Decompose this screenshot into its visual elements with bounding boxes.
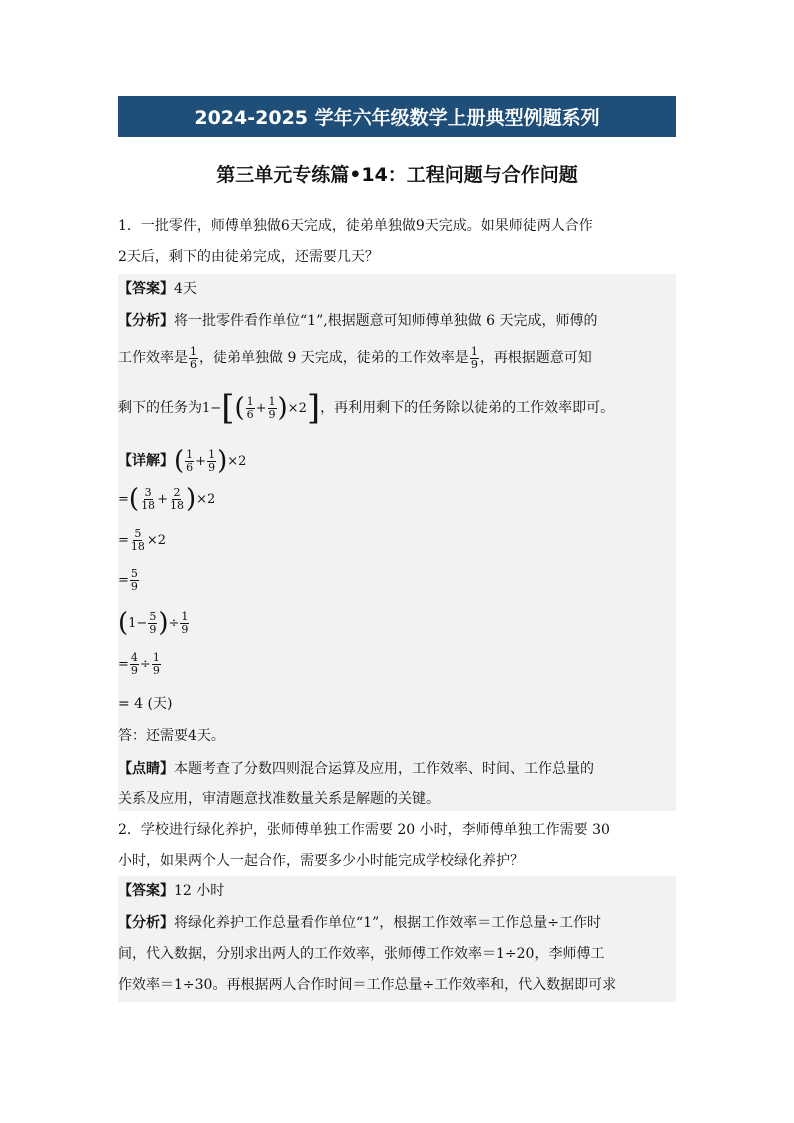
numerator: 1 bbox=[181, 609, 189, 623]
denominator: 9 bbox=[152, 663, 160, 677]
math-plus: + bbox=[195, 454, 207, 469]
q1-detail-step5 bbox=[118, 608, 190, 639]
q1-answer bbox=[118, 279, 197, 299]
math-equals: = bbox=[118, 533, 129, 548]
analysis-text: 工作效率是 bbox=[118, 350, 188, 366]
close-paren: ) bbox=[158, 608, 169, 638]
numerator: 1 bbox=[268, 394, 276, 408]
banner-title: 2024-2025 学年六年级数学上册典型例题系列 bbox=[194, 107, 600, 129]
q1-analysis-line1 bbox=[118, 311, 597, 331]
answer-tag: 【答案】 bbox=[118, 883, 174, 899]
fraction-one-sixth bbox=[185, 449, 194, 474]
fraction-one-ninth bbox=[470, 346, 479, 371]
q2-analysis-line1 bbox=[118, 913, 601, 933]
numerator: 1 bbox=[186, 447, 194, 461]
analysis-text: 将一批零件看作单位“1”,根据题意可知师傅单独做 6 天完成，师傅的 bbox=[174, 313, 598, 329]
math-plus: + bbox=[157, 492, 168, 507]
q2-answer bbox=[118, 881, 224, 901]
fraction-one-ninth bbox=[152, 652, 161, 677]
numerator: 3 bbox=[144, 485, 152, 499]
series-banner bbox=[118, 96, 676, 137]
q1-detail-step6 bbox=[118, 650, 162, 679]
q1-detail-step3 bbox=[118, 526, 166, 555]
numerator: 4 bbox=[130, 650, 138, 664]
fraction-five-ninths bbox=[148, 611, 157, 636]
numerator: 5 bbox=[149, 609, 157, 623]
q1-text-line2: 2天后，剩下的由徒弟完成，还需要几天？ bbox=[118, 249, 379, 265]
open-paren: ( bbox=[118, 608, 129, 638]
q1-detail-step7: = 4 (天) bbox=[118, 696, 173, 712]
denominator: 9 bbox=[130, 579, 138, 593]
math-minus: − bbox=[136, 616, 148, 631]
fraction-one-sixth bbox=[189, 346, 198, 371]
numerator: 1 bbox=[208, 447, 216, 461]
analysis-tag: 【分析】 bbox=[118, 313, 174, 329]
fraction-one-ninth bbox=[180, 611, 189, 636]
q1-detail-step2 bbox=[118, 484, 215, 515]
q1-analysis-line2 bbox=[118, 344, 592, 372]
math-times-two: ×2 bbox=[287, 401, 307, 416]
math-one: 1 bbox=[128, 616, 137, 631]
close-bracket: ] bbox=[306, 388, 321, 428]
math-equals: = bbox=[118, 573, 129, 588]
open-paren: ( bbox=[234, 393, 245, 423]
numerator: 2 bbox=[173, 485, 181, 499]
q1-detail-step4 bbox=[118, 566, 140, 595]
q1-text-line1: 1．一批零件，师傅单独做6天完成，徒弟单独做9天完成。如果师徒两人合作 bbox=[118, 218, 593, 234]
analysis-text: ，再根据题意可知 bbox=[479, 350, 592, 366]
answer-value: 4天 bbox=[174, 281, 197, 297]
denominator: 6 bbox=[246, 407, 254, 421]
numerator: 1 bbox=[152, 650, 160, 664]
unit-subtitle: 第三单元专练篇•14：工程问题与合作问题 bbox=[216, 164, 578, 186]
math-times-two: ×2 bbox=[196, 492, 216, 507]
numerator: 1 bbox=[246, 394, 254, 408]
q1-analysis-line3 bbox=[118, 390, 614, 427]
close-paren: ) bbox=[217, 446, 228, 476]
denominator: 6 bbox=[186, 460, 194, 474]
q1-reply: 答：还需要4天。 bbox=[118, 728, 225, 744]
fraction-five-ninths bbox=[130, 568, 139, 593]
math-times-two: ×2 bbox=[146, 533, 167, 548]
q2-analysis-line3: 作效率＝1÷30。再根据两人合作时间＝工作总量÷工作效率和，代入数据即可求 bbox=[118, 977, 617, 993]
math-divide: ÷ bbox=[139, 657, 151, 672]
numerator: 1 bbox=[470, 344, 478, 358]
math-times-two: ×2 bbox=[227, 454, 247, 469]
fraction-four-ninths bbox=[130, 652, 139, 677]
numerator: 5 bbox=[130, 566, 138, 580]
denominator: 18 bbox=[169, 498, 184, 512]
math-one: 1 bbox=[202, 401, 211, 416]
math-minus: − bbox=[210, 401, 222, 416]
analysis-text: ，徒弟单独做 9 天完成，徒弟的工作效率是 bbox=[199, 350, 469, 366]
denominator: 18 bbox=[141, 498, 156, 512]
q1-detail-step1 bbox=[118, 446, 246, 477]
open-paren: ( bbox=[128, 484, 140, 514]
numerator: 1 bbox=[190, 344, 197, 358]
close-paren: ) bbox=[185, 484, 197, 514]
math-divide: ÷ bbox=[168, 616, 180, 631]
close-paren: ) bbox=[277, 393, 288, 423]
denominator: 18 bbox=[130, 539, 145, 553]
analysis-text: ，再利用剩下的任务除以徒弟的工作效率即可。 bbox=[320, 400, 615, 416]
point-tag: 【点睛】 bbox=[118, 761, 174, 777]
denominator: 6 bbox=[190, 357, 197, 371]
fraction-three-eighteenths bbox=[140, 487, 156, 512]
q2-text-line1: 2．学校进行绿化养护，张师傅单独工作需要 20 小时，李师傅单独工作需要 30 bbox=[118, 822, 610, 838]
open-bracket: [ bbox=[221, 388, 235, 428]
open-paren: ( bbox=[174, 446, 185, 476]
numerator: 5 bbox=[134, 526, 142, 540]
math-equals: = bbox=[118, 657, 129, 672]
math-equals: = bbox=[118, 492, 129, 507]
point-text: 本题考查了分数四则混合运算及应用，工作效率、时间、工作总量的 bbox=[174, 761, 594, 777]
fraction-one-ninth bbox=[268, 396, 277, 421]
fraction-one-ninth bbox=[207, 449, 216, 474]
denominator: 9 bbox=[130, 663, 138, 677]
answer-tag: 【答案】 bbox=[118, 281, 174, 297]
q2-analysis-line2: 间，代入数据，分别求出两人的工作效率，张师傅工作效率＝1÷20，李师傅工 bbox=[118, 946, 605, 962]
denominator: 9 bbox=[149, 622, 157, 636]
fraction-five-eighteenths bbox=[130, 528, 146, 553]
fraction-two-eighteenths bbox=[169, 487, 185, 512]
fraction-one-sixth bbox=[246, 396, 255, 421]
denominator: 9 bbox=[470, 357, 478, 371]
analysis-text: 剩下的任务为 bbox=[118, 400, 202, 416]
analysis-tag: 【分析】 bbox=[118, 915, 174, 931]
detail-tag: 【详解】 bbox=[118, 453, 174, 469]
q1-point-line2: 关系及应用，审清题意找准数量关系是解题的关键。 bbox=[118, 791, 440, 807]
analysis-text: 将绿化养护工作总量看作单位“1”，根据工作效率＝工作总量÷工作时 bbox=[174, 915, 601, 931]
denominator: 9 bbox=[268, 407, 276, 421]
denominator: 9 bbox=[208, 460, 216, 474]
denominator: 9 bbox=[181, 622, 189, 636]
math-plus: + bbox=[255, 401, 267, 416]
q1-point-line1 bbox=[118, 759, 594, 779]
answer-value: 12 小时 bbox=[174, 883, 225, 899]
q2-text-line2: 小时，如果两个人一起合作，需要多少小时能完成学校绿化养护？ bbox=[118, 853, 524, 869]
